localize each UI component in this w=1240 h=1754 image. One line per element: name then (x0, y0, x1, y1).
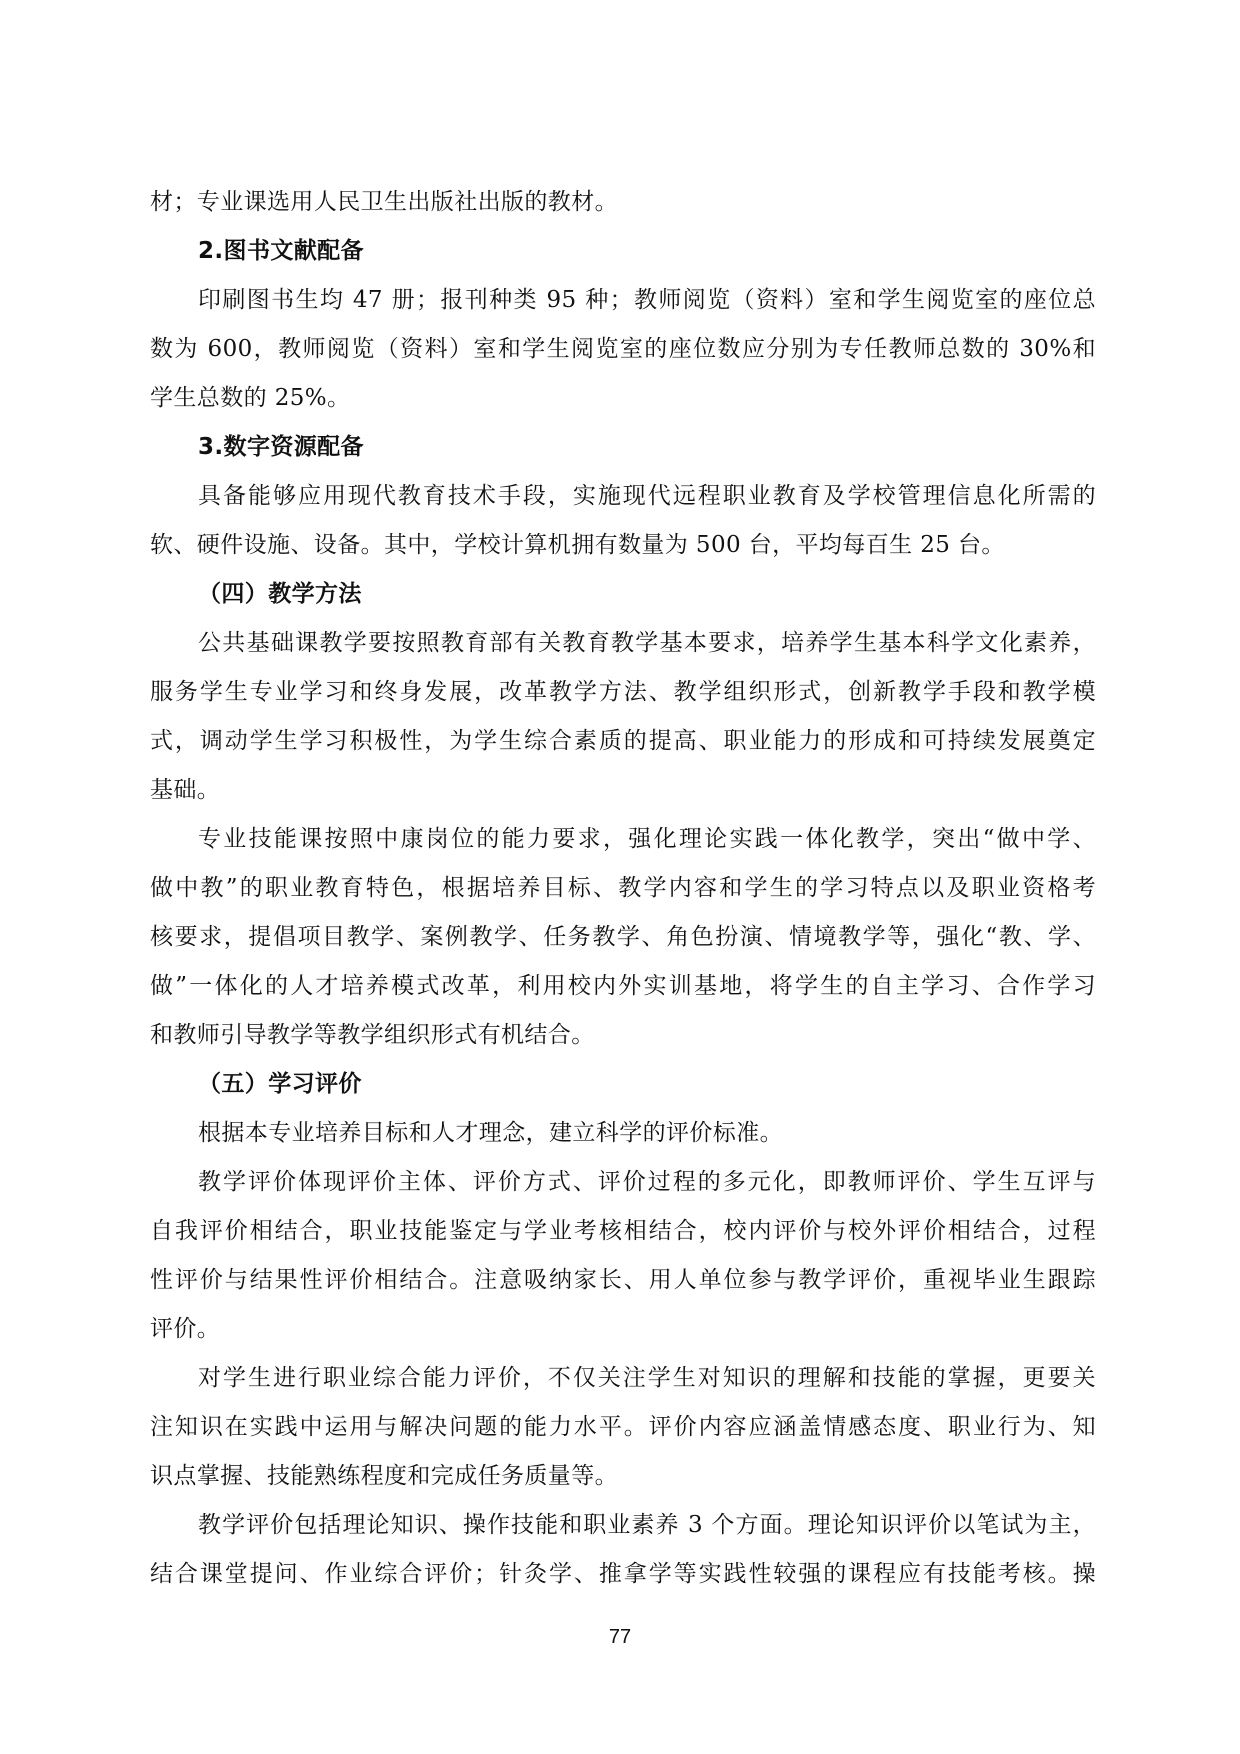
text-line: 评价。 (150, 1316, 221, 1342)
text-line: 具备能够应用现代教育技术手段，实施现代远程职业教育及学校管理信息化所需的 (198, 483, 1096, 509)
text-line: 做中教”的职业教育特色，根据培养目标、教学内容和学生的学习特点以及职业资格考 (150, 875, 1096, 901)
text-line: 公共基础课教学要按照教育部有关教育教学基本要求，培养学生基本科学文化素养， (198, 630, 1096, 656)
document-body (150, 178, 1096, 1599)
text-line: 专业技能课按照中康岗位的能力要求，强化理论实践一体化教学，突出“做中学、 (198, 826, 1096, 852)
text-line: 核要求，提倡项目教学、案例教学、任务教学、角色扮演、情境教学等，强化“教、学、 (150, 924, 1096, 950)
text-line: 识点掌握、技能熟练程度和完成任务质量等。 (150, 1463, 618, 1489)
text-line: 数为 600，教师阅览（资料）室和学生阅览室的座位数应分别为专任教师总数的 30%和 (150, 336, 1096, 362)
section-heading: （五）学习评价 (198, 1071, 362, 1097)
section-heading: 2.图书文献配备 (198, 238, 364, 264)
text-line: 软、硬件设施、设备。其中，学校计算机拥有数量为 500 台，平均每百生 25 台。 (150, 532, 1005, 558)
text-line: 结合课堂提问、作业综合评价；针灸学、推拿学等实践性较强的课程应有技能考核。操 (150, 1561, 1096, 1587)
text-line: 基础。 (150, 777, 221, 803)
text-line: 教学评价包括理论知识、操作技能和职业素养 3 个方面。理论知识评价以笔试为主， (198, 1512, 1096, 1538)
text-line: 和教师引导教学等教学组织形式有机结合。 (150, 1022, 595, 1048)
text-line: 印刷图书生均 47 册；报刊种类 95 种；教师阅览（资料）室和学生阅览室的座位总 (198, 287, 1096, 313)
text-line: 注知识在实践中运用与解决问题的能力水平。评价内容应涵盖情感态度、职业行为、知 (150, 1414, 1096, 1440)
text-line: 材；专业课选用人民卫生出版社出版的教材。 (150, 189, 618, 215)
text-line: 对学生进行职业综合能力评价，不仅关注学生对知识的理解和技能的掌握，更要关 (198, 1365, 1096, 1391)
text-line: 自我评价相结合，职业技能鉴定与学业考核相结合，校内评价与校外评价相结合，过程 (150, 1218, 1096, 1244)
section-heading: （四）教学方法 (198, 581, 362, 607)
page-number: 77 (608, 1626, 632, 1648)
text-line: 式，调动学生学习积极性，为学生综合素质的提高、职业能力的形成和可持续发展奠定 (150, 728, 1096, 754)
text-line: 性评价与结果性评价相结合。注意吸纳家长、用人单位参与教学评价，重视毕业生跟踪 (150, 1267, 1096, 1293)
text-line: 服务学生专业学习和终身发展，改革教学方法、教学组织形式，创新教学手段和教学模 (150, 679, 1096, 705)
section-heading: 3.数字资源配备 (198, 434, 364, 460)
text-line: 做”一体化的人才培养模式改革，利用校内外实训基地，将学生的自主学习、合作学习 (150, 973, 1096, 999)
text-line: 学生总数的 25%。 (150, 385, 351, 411)
text-line: 根据本专业培养目标和人才理念，建立科学的评价标准。 (198, 1120, 783, 1146)
text-line: 教学评价体现评价主体、评价方式、评价过程的多元化，即教师评价、学生互评与 (198, 1169, 1096, 1195)
